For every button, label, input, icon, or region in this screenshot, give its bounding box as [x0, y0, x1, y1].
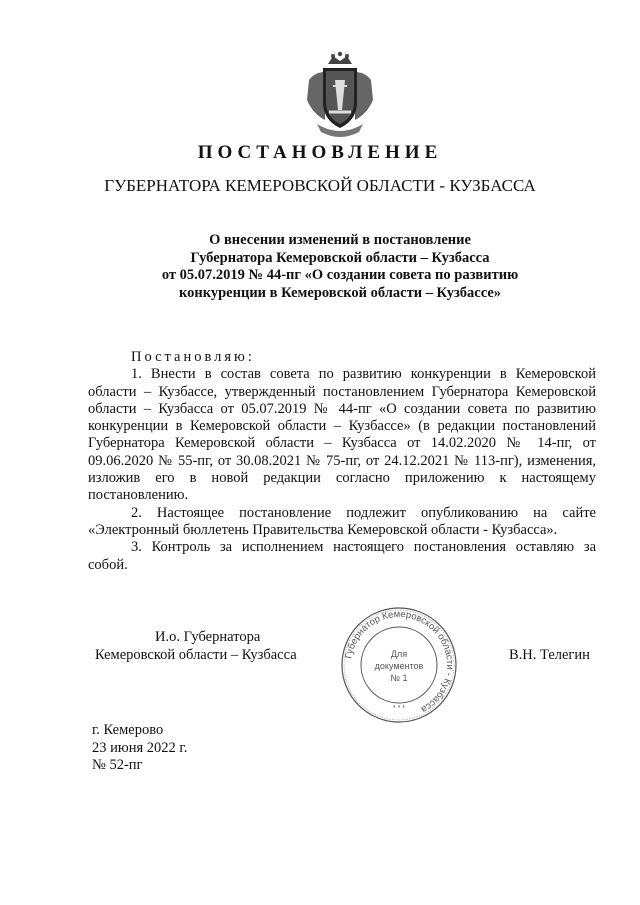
- seal-line2: документов: [374, 661, 424, 671]
- official-seal: [339, 605, 459, 725]
- heading-line: конкуренции в Кемеровской области – Кузбассе»: [178, 284, 502, 301]
- seal-line1: Для: [390, 649, 408, 659]
- document-body: [88, 349, 596, 574]
- paragraph-2: 2. Настоящее постановление подлежит опубликованию на сайте «Электронный бюллетень Правительства Кемеровской области - Кузбасса».: [88, 504, 596, 538]
- paragraph-1: 1. Внести в состав совета по развитию конкуренции в Кемеровской области – Кузбассе, утвержденный постановлением Губернатора Кемеровской области – Кузбасса от 05.07.2019 № 44-пг «О создании совета по развитию конкуренции в Кемеровской области – Кузбассе» (в редакции постановлений Губернатора Кемеровской области – Кузбасса от 14.02.2020 № 14-пг, от 09.06.2020 № 55-пг, от 30.08.2021 № 75-пг, от 24.12.2021 № 113-пг), изменения, изложив его в новой редакции согласно приложению к настоящему постановлению.: [88, 366, 596, 504]
- paragraph-3: 3. Контроль за исполнением настоящего постановления оставляю за собой.: [88, 539, 596, 573]
- seal-ring-text: Губернатор Кемеровской области - Кузбасса: [343, 608, 456, 715]
- document-footer: [92, 722, 187, 775]
- signatory-position-line1: И.о. Губернатора: [155, 629, 261, 645]
- heading-line: от 05.07.2019 № 44-пг «О создании совета по развитию: [161, 267, 519, 283]
- footer-city: г. Кемерово: [92, 722, 164, 738]
- coat-of-arms-icon: [295, 50, 385, 140]
- document-title: ПОСТАНОВЛЕНИЕ: [197, 142, 443, 163]
- signatory-position: [95, 628, 315, 664]
- heading-line: О внесении изменений в постановление: [209, 232, 471, 248]
- document-subtitle: ГУБЕРНАТОРА КЕМЕРОВСКОЙ ОБЛАСТИ - КУЗБАССА: [104, 176, 536, 195]
- footer-date: 23 июня 2022 г.: [92, 739, 188, 756]
- seal-line3: № 1: [390, 673, 408, 683]
- seal-stars: * * *: [392, 705, 406, 712]
- decree-word: Постановляю:: [131, 349, 255, 365]
- document-heading: [120, 232, 560, 302]
- heading-line: Губернатора Кемеровской области – Кузбасса: [190, 249, 490, 266]
- signatory-position-line2: Кемеровской области – Кузбасса: [95, 647, 297, 663]
- footer-number: № 52-пг: [92, 757, 143, 773]
- signatory-name: В.Н. Телегин: [509, 647, 590, 663]
